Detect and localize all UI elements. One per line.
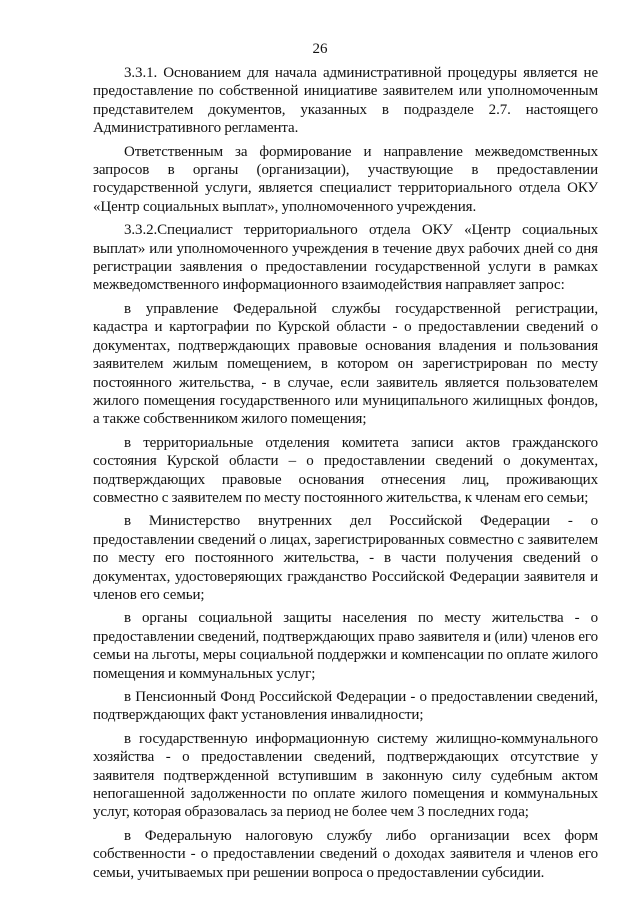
page-number: 26 bbox=[312, 41, 328, 57]
paragraph-zags-request: в территориальные отделения комитета записи актов гражданского состояния Курской области – о предоставлении сведений о документах, подтверждающих правовые основания отнесения лиц, проживающих совместно с заявителем по месту постоянного жительства, к членам его семьи; bbox=[93, 434, 598, 506]
paragraph-gis-zhkh-request: в государственную информационную систему жилищно-коммунального хозяйства - о предоставлении сведений, подтверждающих отсутствие у заявителя подтвержденной вступившим в законную силу судебным актом непогашенной задолженности по оплате жилого помещения и коммунальных услуг, которая образовалась за период не более чем 3 последних года; bbox=[93, 730, 598, 821]
paragraph-3-3-1: 3.3.1. Основанием для начала административной процедуры является не предоставление по собственной инициативе заявителем или уполномоченным представителем документов, указанных в подразделе 2.7. настоящего Административного регламента. bbox=[93, 65, 598, 137]
paragraph-3-3-2: 3.3.2.Специалист территориального отдела ОКУ «Центр социальных выплат» или уполномоченного учреждения в течение двух рабочих дней со дня регистрации заявления о предоставлении государственной услуги в рамках межведомственного информационного взаимодействия направляет запрос: bbox=[93, 222, 598, 294]
paragraph-rosreestr-request: в управление Федеральной службы государственной регистрации, кадастра и картографии по Курской области - о предоставлении сведений о документах, подтверждающих правовые основания владения и пользования заявителем жилым помещением, в котором он зарегистрирован по месту постоянного жительства, - в случае, если заявитель является пользователем жилого помещения государственного или муниципального жилищных фондов, а также собственником жилого помещения; bbox=[93, 300, 598, 428]
paragraph-social-protection-request: в органы социальной защиты населения по месту жительства - о предоставлении сведений, подтверждающих право заявителя и (или) членов его семьи на льготы, меры социальной поддержки и компенсации по оплате жилого помещения и коммунальных услуг; bbox=[93, 610, 598, 682]
paragraph-responsible: Ответственным за формирование и направление межведомственных запросов в органы (организации), участвующие в предоставлении государственной услуги, является специалист территориального отдела ОКУ «Центр социальных выплат», уполномоченного учреждения. bbox=[93, 143, 598, 215]
document-body bbox=[93, 64, 598, 887]
paragraph-mvd-request: в Министерство внутренних дел Российской Федерации - о предоставлении сведений о лицах, зарегистрированных совместно с заявителем по месту его постоянного жительства, - в части получения сведений о документах, удостоверяющих гражданство Российской Федерации заявителя и членов его семьи; bbox=[93, 513, 598, 603]
paragraph-pension-fund-request: в Пенсионный Фонд Российской Федерации - о предоставлении сведений, подтверждающих факт установления инвалидности; bbox=[93, 689, 598, 724]
paragraph-tax-service-request: в Федеральную налоговую службу либо организации всех форм собственности - о предоставлении сведений о доходах заявителя и членов его семьи, учитываемых при решении вопроса о предоставлении субсидии. bbox=[93, 827, 598, 881]
